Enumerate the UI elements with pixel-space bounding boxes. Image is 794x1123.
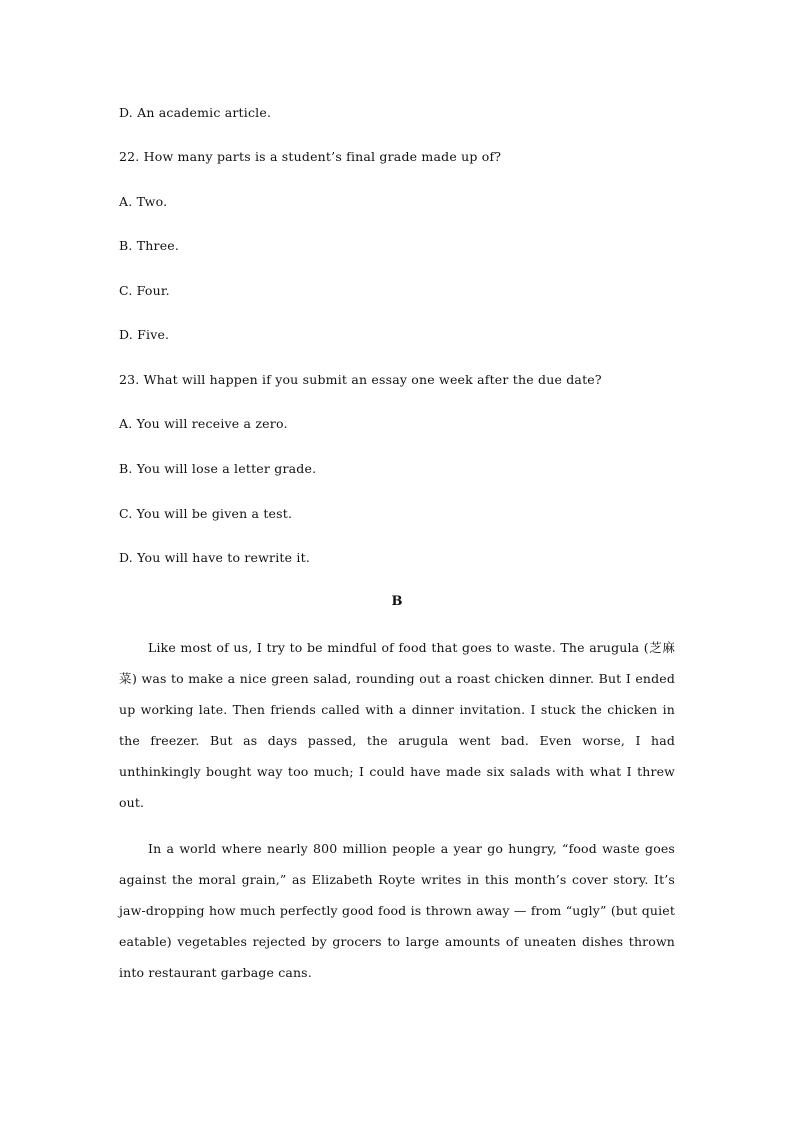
section-b-heading: B [391,594,403,609]
q21-option-d: D. An academic article. [119,105,272,120]
q23-option-d: D. You will have to rewrite it. [119,550,310,565]
q23-option-b: B. You will lose a letter grade. [119,461,317,476]
q23-option-a: A. You will receive a zero. [119,416,288,431]
q22-stem: 22. How many parts is a student’s final grade made up of? [119,149,502,164]
paragraph-2: In a world where nearly 800 million people a year go hungry, “food waste goes against the moral grain,” as Elizabeth Royte writes in this month’s cover story. It’s jaw-dropping how much perfectly good food is thrown away — from “ugly” (but quiet eatable) vegetables rejected by grocers to large amounts of uneaten dishes thrown into restaurant garbage cans. [119,841,675,980]
q23-option-c: C. You will be given a test. [119,506,293,521]
q22-option-b: B. Three. [119,238,180,253]
q22-option-a: A. Two. [119,194,168,209]
paragraph-1: Like most of us, I try to be mindful of food that goes to waste. The arugula (芝麻菜) was to make a nice green salad, rounding out a roast chicken dinner. But I ended up working late. Then friends called with a dinner invitation. I stuck the chicken in the freezer. But as days passed, the arugula went bad. Even worse, I had unthinkingly bought way too much; I could have made six salads with what I threw out. [119,640,675,810]
q22-option-c: C. Four. [119,283,170,298]
q23-stem: 23. What will happen if you submit an essay one week after the due date? [119,372,602,387]
q22-option-d: D. Five. [119,327,170,342]
